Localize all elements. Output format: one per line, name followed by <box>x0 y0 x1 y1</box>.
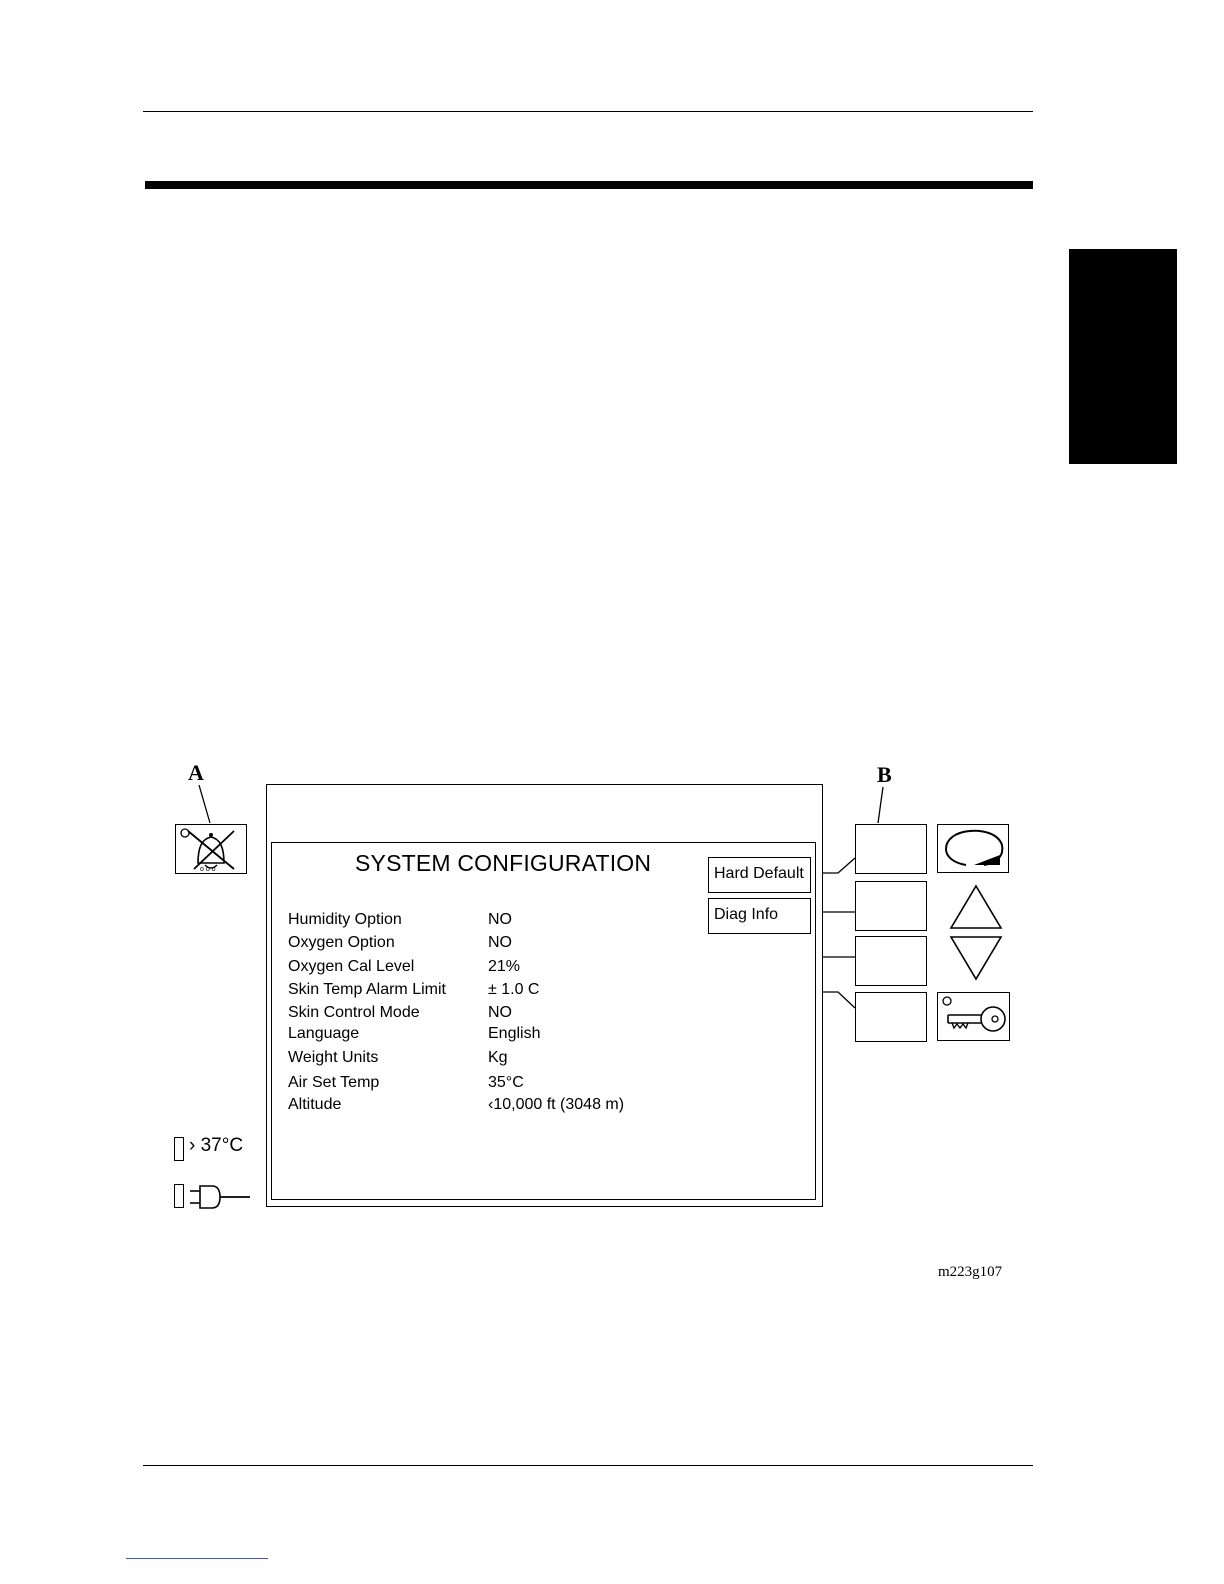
callout-a: A <box>188 760 204 785</box>
softkey-4[interactable] <box>855 992 927 1042</box>
softkey-1[interactable] <box>855 824 927 874</box>
row-label: Air Set Temp <box>288 1074 380 1091</box>
row-value: 21% <box>488 958 521 975</box>
callout-b: B <box>877 762 892 787</box>
row-value: NO <box>488 934 512 951</box>
triangle-up-icon[interactable] <box>949 884 1003 930</box>
row-value: ‹10,000 ft (3048 m) <box>488 1096 625 1113</box>
row-label: Altitude <box>288 1096 342 1113</box>
figure-id: m223g107 <box>938 1264 1003 1280</box>
row-value: NO <box>488 1004 512 1021</box>
rotate-icon[interactable] <box>937 824 1009 873</box>
row-label: Language <box>288 1025 360 1042</box>
row-value: Kg <box>488 1049 508 1066</box>
softkey-3[interactable] <box>855 936 927 986</box>
key-icon[interactable] <box>937 992 1010 1041</box>
power-plug-icon <box>188 1184 252 1210</box>
triangle-down-icon[interactable] <box>949 935 1003 981</box>
row-label: Weight Units <box>288 1049 379 1066</box>
high-temp-label: › 37°C <box>189 1135 244 1156</box>
hard-default-button[interactable]: Hard Default <box>708 857 811 893</box>
softkey-2[interactable] <box>855 881 927 931</box>
row-label: Skin Temp Alarm Limit <box>288 981 446 998</box>
row-value: 35°C <box>488 1074 524 1091</box>
screen-title: SYSTEM CONFIGURATION <box>355 850 652 876</box>
high-temp-indicator-light <box>174 1137 184 1161</box>
row-value: English <box>488 1025 541 1042</box>
row-label: Oxygen Option <box>288 934 395 951</box>
row-label: Oxygen Cal Level <box>288 958 415 975</box>
svg-text:o o o: o o o <box>200 866 216 873</box>
row-label: Humidity Option <box>288 911 402 928</box>
row-label: Skin Control Mode <box>288 1004 420 1021</box>
power-indicator-light <box>174 1184 184 1208</box>
diag-info-button[interactable]: Diag Info <box>708 898 811 934</box>
alarm-silence-icon[interactable] <box>175 824 247 874</box>
row-value: NO <box>488 911 512 928</box>
row-value: ± 1.0 C <box>488 981 540 998</box>
